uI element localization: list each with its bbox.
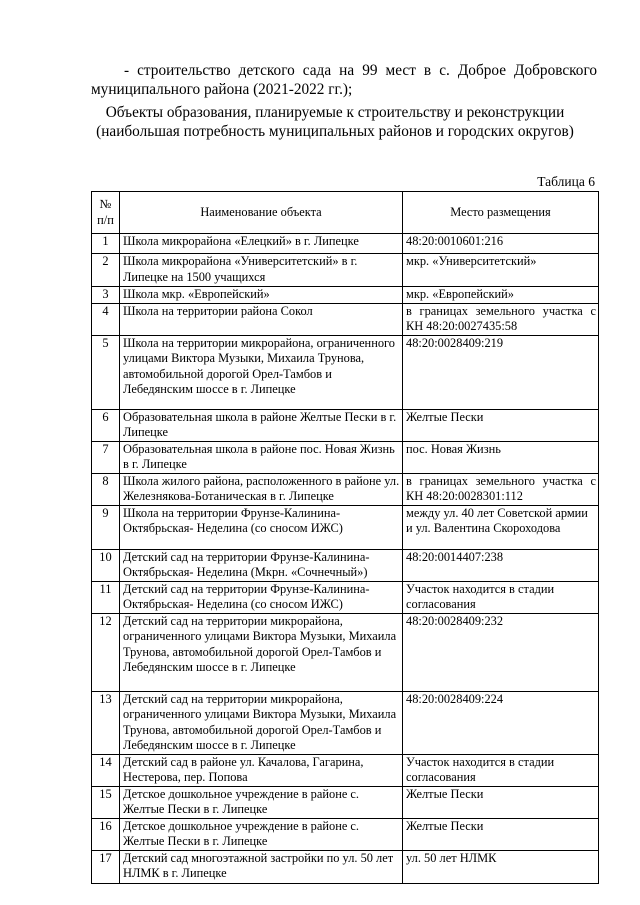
row-number: 2	[92, 254, 120, 287]
row-object-name: Детский сад на территории Фрунзе-Калинина-Октябрьская- Неделина (Мкрн. «Сочнечный»)	[120, 549, 403, 581]
row-location: мкр. «Европейский»	[403, 287, 599, 304]
table-row	[92, 786, 599, 818]
row-object-name: Детское дошкольное учреждение в районе с. Желтые Пески в г. Липецке	[120, 818, 403, 850]
table-row	[92, 581, 599, 613]
row-number: 12	[92, 613, 120, 691]
row-object-name: Школа микрорайона «Елецкий» в г. Липецке	[120, 234, 403, 254]
row-location: Участок находится в стадии согласования	[403, 754, 599, 786]
row-object-name: Школа на территории района Сокол	[120, 303, 403, 335]
table-row	[92, 303, 599, 335]
header-place: Место размещения	[403, 192, 599, 234]
row-object-name: Школа жилого района, расположенного в районе ул. Железнякова-Ботаническая в г. Липецке	[120, 473, 403, 505]
table-row	[92, 441, 599, 473]
row-location: 48:20:0014407:238	[403, 549, 599, 581]
row-location: в границах земельного участка с КН 48:20:0028301:112	[403, 473, 599, 505]
row-object-name: Школа микрорайона «Университетский» в г. Липецке на 1500 учащихся	[120, 254, 403, 287]
table-header-row	[92, 192, 599, 234]
objects-table	[91, 191, 599, 884]
row-number: 10	[92, 549, 120, 581]
row-object-name: Образовательная школа в районе Желтые Пески в г. Липецке	[120, 409, 403, 441]
row-number: 7	[92, 441, 120, 473]
row-number: 11	[92, 581, 120, 613]
row-object-name: Детский сад в районе ул. Качалова, Гагарина, Нестерова, пер. Попова	[120, 754, 403, 786]
row-number: 6	[92, 409, 120, 441]
row-number: 3	[92, 287, 120, 304]
row-location: Желтые Пески	[403, 786, 599, 818]
row-number: 9	[92, 505, 120, 549]
row-object-name: Образовательная школа в районе пос. Новая Жизнь в г. Липецке	[120, 441, 403, 473]
table-row	[92, 473, 599, 505]
intro-paragraph: - строительство детского сада на 99 мест в с. Доброе Добровского муниципального района (2021-2022 гг.);	[91, 62, 597, 99]
row-location: Желтые Пески	[403, 409, 599, 441]
row-number: 13	[92, 691, 120, 754]
row-object-name: Детский сад на территории Фрунзе-Калинина-Октябрьская- Неделина (со сносом ИЖС)	[120, 581, 403, 613]
row-number: 16	[92, 818, 120, 850]
table-row	[92, 505, 599, 549]
table-row	[92, 549, 599, 581]
row-number: 15	[92, 786, 120, 818]
row-location: Участок находится в стадии согласования	[403, 581, 599, 613]
row-object-name: Школа на территории микрорайона, ограниченного улицами Виктора Музыки, Михаила Трунова, автомобильной дорогой Орел-Тамбов и Лебедянским шоссе в г. Липецке	[120, 335, 403, 409]
row-location: Желтые Пески	[403, 818, 599, 850]
row-location: 48:20:0010601:216	[403, 234, 599, 254]
table-row	[92, 818, 599, 850]
row-object-name: Детский сад многоэтажной застройки по ул. 50 лет НЛМК в г. Липецке	[120, 850, 403, 883]
row-location: 48:20:0028409:219	[403, 335, 599, 409]
row-number: 17	[92, 850, 120, 883]
section-heading: Объекты образования, планируемые к строительству и реконструкции (наибольшая потребность муниципальных районов и городских округов)	[96, 104, 574, 140]
row-location: 48:20:0028409:232	[403, 613, 599, 691]
row-object-name: Школа мкр. «Европейский»	[120, 287, 403, 304]
row-object-name: Детское дошкольное учреждение в районе с. Желтые Пески в г. Липецке	[120, 786, 403, 818]
table-row	[92, 754, 599, 786]
row-number: 5	[92, 335, 120, 409]
row-number: 1	[92, 234, 120, 254]
row-location: между ул. 40 лет Советской армии и ул. Валентина Скороходова	[403, 505, 599, 549]
table-row	[92, 287, 599, 304]
row-number: 8	[92, 473, 120, 505]
row-object-name: Детский сад на территории микрорайона, ограниченного улицами Виктора Музыки, Михаила Трунова, автомобильной дорогой Орел-Тамбов и Лебедянским шоссе в г. Липецке	[120, 691, 403, 754]
table-row	[92, 234, 599, 254]
row-location: пос. Новая Жизнь	[403, 441, 599, 473]
header-number: № п/п	[92, 192, 120, 234]
table-row	[92, 254, 599, 287]
row-object-name: Школа на территории Фрунзе-Калинина-Октябрьская- Неделина (со сносом ИЖС)	[120, 505, 403, 549]
table-row	[92, 613, 599, 691]
row-number: 14	[92, 754, 120, 786]
row-location: мкр. «Университетский»	[403, 254, 599, 287]
row-location: ул. 50 лет НЛМК	[403, 850, 599, 883]
row-number: 4	[92, 303, 120, 335]
table-row	[92, 409, 599, 441]
row-location: 48:20:0028409:224	[403, 691, 599, 754]
table-row	[92, 850, 599, 883]
row-location: в границах земельного участка с КН 48:20:0027435:58	[403, 303, 599, 335]
header-name: Наименование объекта	[120, 192, 403, 234]
table-caption: Таблица 6	[537, 174, 595, 189]
table-row	[92, 691, 599, 754]
table-row	[92, 335, 599, 409]
row-object-name: Детский сад на территории микрорайона, ограниченного улицами Виктора Музыки, Михаила Трунова, автомобильной дорогой Орел-Тамбов и Лебедянским шоссе в г. Липецке	[120, 613, 403, 691]
